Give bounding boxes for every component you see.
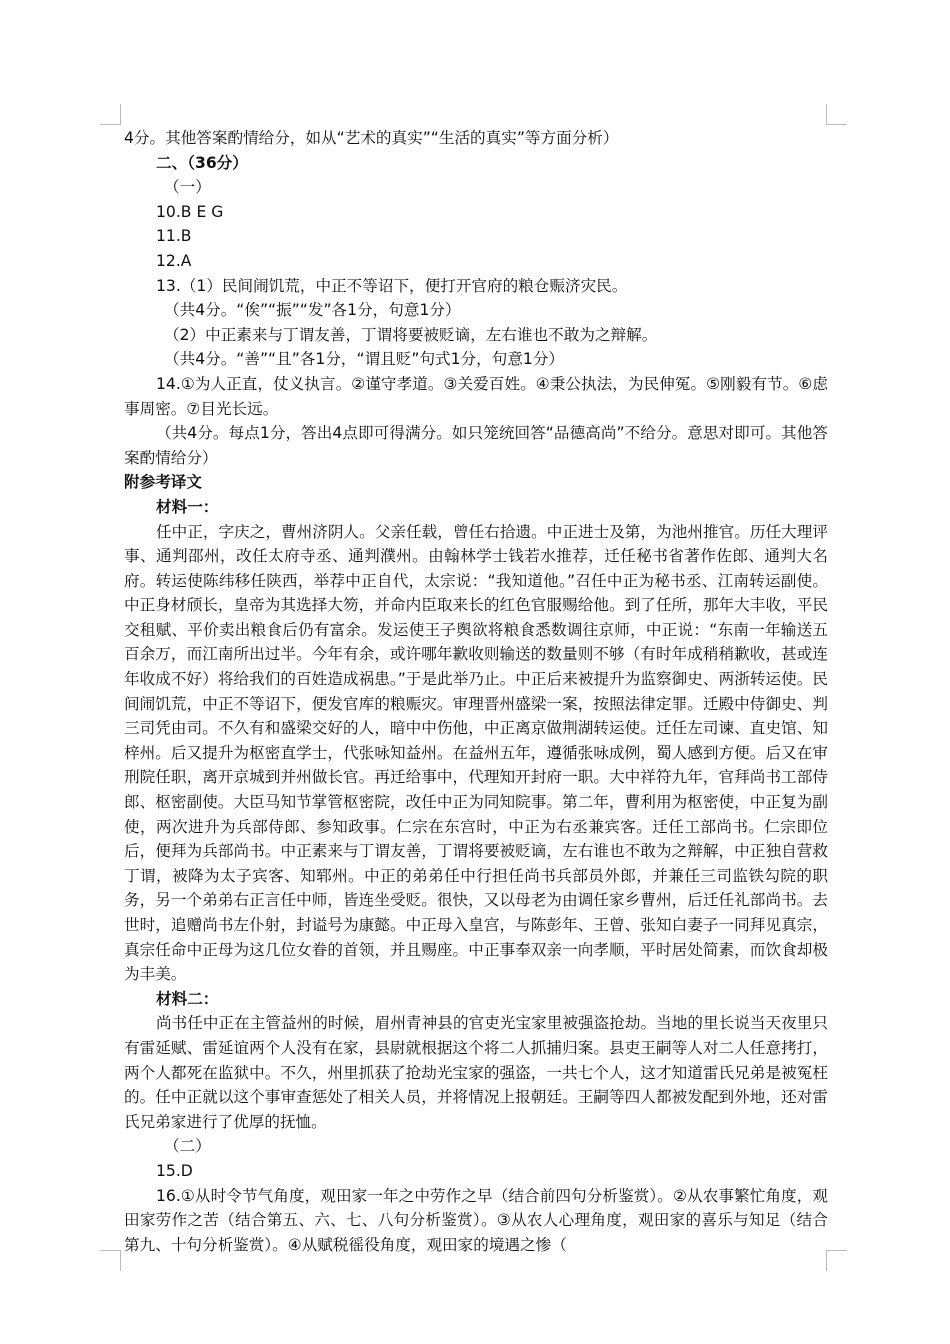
crop-mark-bottom-right <box>826 1250 847 1271</box>
translation-heading: 附参考译文 <box>124 473 202 492</box>
subsection-heading-2: （二） <box>164 1137 211 1156</box>
crop-mark-bottom-left <box>100 1250 121 1271</box>
material-two-text: 尚书任中正在主管益州的时候，眉州青神县的官吏光宝家里被强盗抢劫。当地的里长说当天夜里只有雷延赋、雷延谊两个人没有在家，县尉就根据这个将二人抓捕归案。县吏王嗣等人对二人任意拷打，两个人都死在监狱中。不久，州里抓获了抢劫光宝家的强盗，一共七个人，这才知道雷氏兄弟是被冤枉的。任中正就以这个事审查惩处了相关人员，并将情况上报朝廷。王嗣等四人都被发配到外地，还对雷氏兄弟家进行了优厚的抚恤。 <box>124 1014 828 1131</box>
answer-11: 11.B <box>156 227 192 246</box>
subsection-heading: （一） <box>164 178 211 197</box>
material-one-text: 任中正，字庆之，曹州济阴人。父亲任载，曾任右拾遗。中正进士及第，为池州推官。历任大理评事、通判邵州，改任太府寺丞、通判濮州。由翰林学士钱若水推荐，迁任秘书省著作佐郎、通判大名府。转运使陈纬移任陕西，举荐中正自代，太宗说：“我知道他。”召任中正为秘书丞、江南转运副使。中正身材颀长，皇帝为其选择大笏，并命内臣取来长的红色官服赐给他。到了任所，那年大丰收，平民交租赋、平价卖出粮食后仍有富余。发运使王子舆欲将粮食悉数调往京师，中正说：“东南一年输送五百余万，而江南所出过半。今年有余，或许哪年歉收则输送的数量则不够（有时年成稍稍歉收，甚或连年收成不好）将给我们的百姓造成祸患。”于是此举乃止。中正后来被提升为监察御史、两浙转运使。民间闹饥荒，中正不等诏下，便发官库的粮赈灾。审理晋州盛梁一案，按照法律定罪。迁殿中侍御史、判三司凭由司。不久有和盛梁交好的人，暗中中伤他，中正离京做荆湖转运使。迁任左司谏、直史馆、知梓州。后又提升为枢密直学士，代张咏知益州。在益州五年，遵循张咏成例，蜀人感到方便。后又在审刑院任职，离开京城到并州做长官。再迁给事中，代理知开封府一职。大中祥符九年，官拜尚书工部侍郎、枢密副使。大臣马知节掌管枢密院，改任中正为同知院事。第二年，曹利用为枢密使，中正复为副使，两次进升为兵部侍郎、参知政事。仁宗在东宫时，中正为右丞兼宾客。迁任工部尚书。仁宗即位后，便拜为兵部尚书。中正素来与丁谓友善，丁谓将要被贬谪，左右谁也不敢为之辩解，中正独自营救丁谓，被降为太子宾客、知郓州。中正的弟弟任中行担任尚书兵部员外郎，并兼任三司监铁勾院的职务，另一个弟弟右正言任中师，皆连坐受贬。很快，又以母老为由调任家乡曹州，后迁任礼部尚书。去世时，追赠尚书左仆射，封谥号为康懿。中正母入皇宫，与陈彭年、王曾、张知白妻子一同拜见真宗，真宗任命中正母为这几位女眷的首领，并且赐座。中正事奉双亲一向孝顺，平时居处简素，而饮食却极为丰美。 <box>124 522 828 984</box>
answer-13-2: （2）中正素来与丁谓友善，丁谓将要被贬谪，左右谁也不敢为之辩解。 <box>164 325 658 344</box>
scoring-note-13-2: （共4分。“善”“且”各1分，“谓且贬”句式1分，句意1分） <box>164 350 565 369</box>
crop-mark-top-left <box>100 104 121 125</box>
answer-13-1: 13.（1）民间闹饥荒，中正不等诏下，便打开官府的粮仓赈济灾民。 <box>156 276 628 295</box>
crop-mark-top-right <box>826 104 847 125</box>
material-two-heading: 材料二： <box>156 989 219 1008</box>
document-body <box>124 126 828 1257</box>
material-one-heading: 材料一： <box>156 497 219 516</box>
answer-12: 12.A <box>156 251 192 270</box>
answer-16: 16.①从时令节气角度，观田家一年之中劳作之早（结合前四句分析鉴赏）。②从农事繁忙角度，观田家劳作之苦（结合第五、六、七、八句分析鉴赏）。③从农人心理角度，观田家的喜乐与知足（结合第九、十句分析鉴赏）。④从赋税徭役角度，观田家的境遇之惨（ <box>124 1186 828 1254</box>
answer-15: 15.D <box>156 1161 193 1180</box>
scoring-note-13-1: （共4分。“俟”“振”“发”各1分，句意1分） <box>164 301 461 320</box>
answer-14: 14.①为人正直，仗义执言。②谨守孝道。③关爱百姓。④秉公执法，为民伸冤。⑤刚毅有节。⑥虑事周密。⑦目光长远。 <box>124 374 828 418</box>
scoring-note-14: （共4分。每点1分，答出4点即可得满分。如只笼统回答“品德高尚”不给分。意思对即可。其他答案酌情给分） <box>124 424 828 467</box>
answer-10: 10.B E G <box>156 202 224 221</box>
section-heading: 二、（36分） <box>156 153 248 172</box>
answer-line: 4分。其他答案酌情给分，如从“艺术的真实”“生活的真实”等方面分析） <box>124 129 619 147</box>
